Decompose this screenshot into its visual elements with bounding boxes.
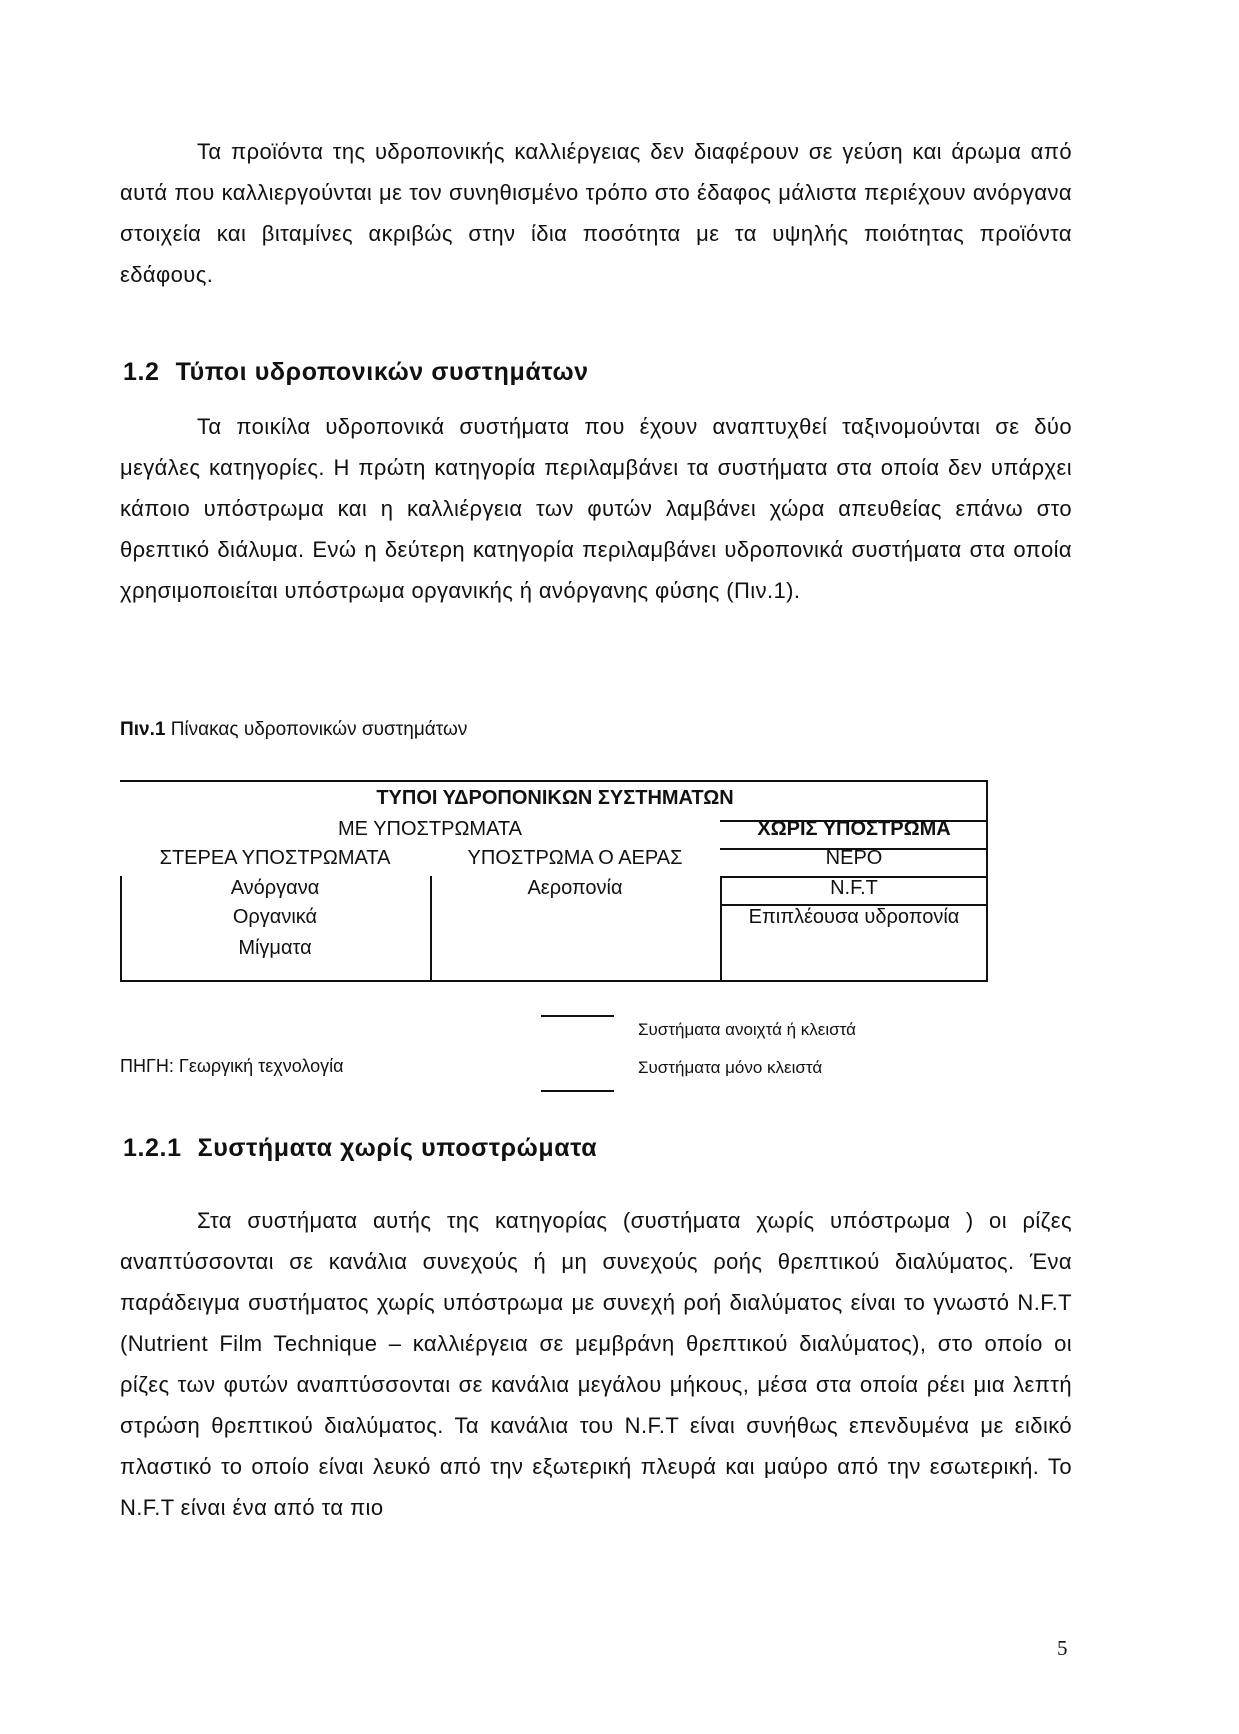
section-number: 1.2.1 [123,1134,182,1162]
air-substrate-header: ΥΠΟΣΤΡΩΜΑ Ο ΑΕΡΑΣ [467,847,683,869]
legend-open-or-closed: Συστήματα ανοιχτά ή κλειστά [638,1020,856,1039]
section-heading-1-2-1 [123,1134,597,1163]
table-cell: Μίγματα [238,937,312,959]
table-title: ΤΥΠΟΙ ΥΔΡΟΠΟΝΙΚΩΝ ΣΥΣΤΗΜΑΤΩΝ [376,787,734,809]
section-heading-1-2 [123,358,589,387]
section-number: 1.2 [123,358,160,386]
table-cell: Αεροπονία [527,877,623,899]
section-1-2-paragraph: Τα ποικίλα υδροπονικά συστήματα που έχουν αναπτυχθεί ταξινομούνται σε δύο μεγάλες κατηγορίες. Η πρώτη κατηγορία περιλαμβάνει τα συστήματα στα οποία δεν υπάρχει κάποιο υπόστρωμα και η καλλιέργεια των φυτών λαμβάνει χώρα απευθείας επάνω στο θρεπτικό διάλυμα. Ενώ η δεύτερη κατηγορία περιλαμβάνει υδροπονικά συστήματα στα οποία χρησιμοποιείται υπόστρωμα οργανικής ή ανόργανης φύσης (Πιν.1). [120,414,1072,603]
hydroponic-systems-table [120,780,988,982]
table-source: ΠΗΓΗ: Γεωργική τεχνολογία [120,1056,344,1076]
table-cell: N.F.T [830,877,878,899]
legend-line-closed [541,1090,614,1092]
page-number: 5 [1057,1636,1068,1660]
table-cell: Ανόργανα [230,877,320,899]
section-1-2-1-paragraph: Στα συστήματα αυτής της κατηγορίας (συστήματα χωρίς υπόστρωμα ) οι ρίζες αναπτύσσονται σε κανάλια συνεχούς ή μη συνεχούς ροής θρεπτικού διαλύματος. Ένα παράδειγμα συστήματος χωρίς υπόστρωμα με συνεχή ροή διαλύματος είναι το γνωστό N.F.T (Nutrient Film Technique – καλλιέργεια σε μεμβράνη θρεπτικού διαλύματος), στο οποίο οι ρίζες των φυτών αναπτύσσονται σε κανάλια μεγάλου μήκους, μέσα στα οποία ρέει μια λεπτή στρώση θρεπτικού διαλύματος. Τα κανάλια του N.F.T είναι συνήθως επενδυμένα με ειδικό πλαστικό το οποίο είναι λευκό από την εξωτερική πλευρά και μαύρο από την εσωτερική. Το N.F.T είναι ένα από τα πιο [120,1208,1072,1520]
table-rule [120,780,988,782]
table-caption-text: Πίνακας υδροπονικών συστημάτων [165,719,468,740]
with-substrate-header: ΜΕ ΥΠΟΣΤΡΩΜΑΤΑ [338,818,522,840]
legend-closed-only: Συστήματα μόνο κλειστά [638,1058,823,1077]
solid-substrates-header: ΣΤΕΡΕΑ ΥΠΟΣΤΡΩΜΑΤΑ [159,847,391,869]
table-caption [120,719,467,741]
section-title: Συστήματα χωρίς υποστρώματα [197,1134,598,1162]
without-substrate-header: ΧΩΡΙΣ ΥΠΟΣΤΡΩΜΑ [757,818,951,840]
table-cell: Επιπλέουσα υδροπονία [748,906,960,928]
section-title: Τύποι υδροπονικών συστημάτων [175,358,589,386]
table-rule [120,980,988,982]
table-caption-label: Πιν.1 [120,719,166,740]
water-header: ΝΕΡΟ [825,847,883,869]
table-cell: Οργανικά [232,906,318,928]
intro-paragraph: Τα προϊόντα της υδροπονικής καλλιέργειας δεν διαφέρουν σε γεύση και άρωμα από αυτά που καλλιεργούνται με τον συνηθισμένο τρόπο στο έδαφος μάλιστα περιέχουν ανόργανα στοιχεία και βιταμίνες ακριβώς στην ίδια ποσότητα με τα υψηλής ποιότητας προϊόντα εδάφους. [120,139,1072,287]
legend-line-solid [541,1015,614,1017]
